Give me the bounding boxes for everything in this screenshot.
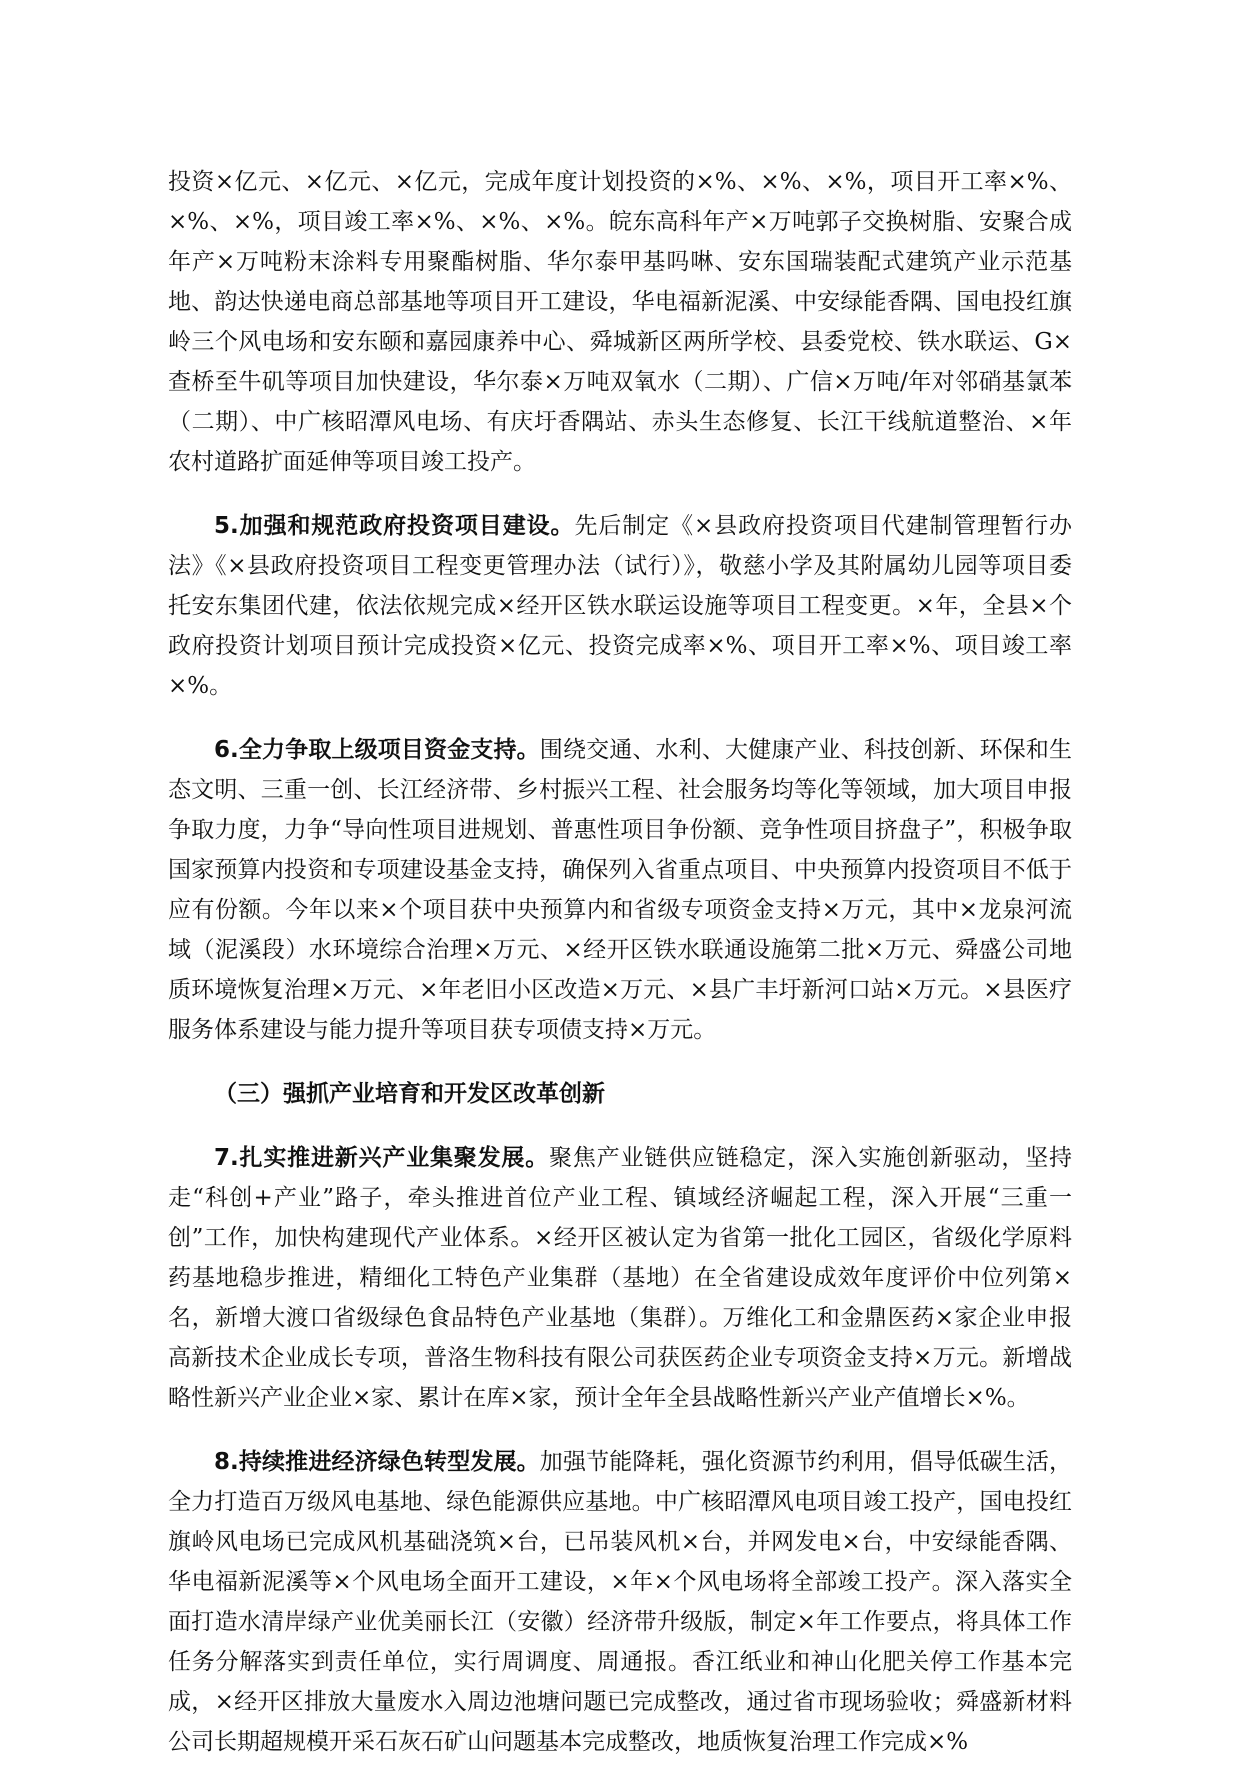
paragraph-text: 围绕交通、水利、大健康产业、科技创新、环保和生态文明、三重一创、长江经济带、乡村振兴工程、社会服务均等化等领域，加大项目申报争取力度，力争“导向性项目进规划、普惠性项目争份额、竞争性项目挤盘子”，积极争取国家预算内投资和专项建设基金支持，确保列入省重点项目、中央预算内投资项目不低于应有份额。今年以来×个项目获中央预算内和省级专项资金支持×万元，其中×龙泉河流域（泥溪段）水环境综合治理×万元、×经开区铁水联通设施第二批×万元、舜盛公司地质环境恢复治理×万元、×年老旧小区改造×万元、×县广丰圩新河口站×万元。×县医疗服务体系建设与能力提升等项目获专项债支持×万元。 [168, 737, 1073, 1043]
paragraph-funding-support [168, 730, 1072, 1050]
paragraph-lead: 8.持续推进经济绿色转型发展。 [214, 1449, 540, 1475]
paragraph-government-investment [168, 506, 1072, 706]
paragraph-emerging-industry [168, 1138, 1072, 1418]
paragraph-text: 投资×亿元、×亿元、×亿元，完成年度计划投资的×%、×%、×%，项目开工率×%、×%、×%，项目竣工率×%、×%、×%。皖东高科年产×万吨郭子交换树脂、安聚合成年产×万吨粉末涂料专用聚酯树脂、华尔泰甲基吗啉、安东国瑞装配式建筑产业示范基地、韵达快递电商总部基地等项目开工建设，华电福新泥溪、中安绿能香隅、国电投红旗岭三个风电场和安东颐和嘉园康养中心、舜城新区两所学校、县委党校、铁水联运、G×查桥至牛矶等项目加快建设，华尔泰×万吨双氧水（二期）、广信×万吨/年对邻硝基氯苯（二期）、中广核昭潭风电场、有庆圩香隅站、赤头生态修复、长江干线航道整治、×年农村道路扩面延伸等项目竣工投产。 [168, 169, 1072, 475]
paragraph-text: 聚焦产业链供应链稳定，深入实施创新驱动，坚持走“科创+产业”路子，牵头推进首位产业工程、镇域经济崛起工程，深入开展“三重一创”工作，加快构建现代产业体系。×经开区被认定为省第一批化工园区，省级化学原料药基地稳步推进，精细化工特色产业集群（基地）在全省建设成效年度评价中位列第×名，新增大渡口省级绿色食品特色产业基地（集群）。万维化工和金鼎医药×家企业申报高新技术企业成长专项，普洛生物科技有限公司获医药企业专项资金支持×万元。新增战略性新兴产业企业×家、累计在库×家，预计全年全县战略性新兴产业产值增长×%。 [168, 1145, 1072, 1411]
paragraph-lead: 7.扎实推进新兴产业集聚发展。 [214, 1145, 550, 1171]
paragraph-green-transition [168, 1442, 1072, 1762]
section-heading: （三）强抓产业培育和开发区改革创新 [214, 1081, 605, 1107]
paragraph-investment-summary [168, 162, 1072, 482]
paragraph-text: 先后制定《×县政府投资项目代建制管理暂行办法》《×县政府投资项目工程变更管理办法（试行）》，敬慈小学及其附属幼儿园等项目委托安东集团代建，依法依规完成×经开区铁水联运设施等项目工程变更。×年，全县×个政府投资计划项目预计完成投资×亿元、投资完成率×%、项目开工率×%、项目竣工率×%。 [168, 513, 1072, 699]
paragraph-text: 加强节能降耗，强化资源节约利用，倡导低碳生活，全力打造百万级风电基地、绿色能源供应基地。中广核昭潭风电项目竣工投产，国电投红旗岭风电场已完成风机基础浇筑×台，已吊装风机×台，并网发电×台，中安绿能香隅、华电福新泥溪等×个风电场全面开工建设，×年×个风电场将全部竣工投产。深入落实全面打造水清岸绿产业优美丽长江（安徽）经济带升级版，制定×年工作要点，将具体工作任务分解落实到责任单位，实行周调度、周通报。香江纸业和神山化肥关停工作基本完成，×经开区排放大量废水入周边池塘问题已完成整改，通过省市现场验收；舜盛新材料公司长期超规模开采石灰石矿山问题基本完成整改，地质恢复治理工作完成×% [168, 1449, 1073, 1755]
document-page [168, 162, 1072, 1786]
paragraph-lead: 5.加强和规范政府投资项目建设。 [214, 513, 575, 539]
paragraph-lead: 6.全力争取上级项目资金支持。 [214, 737, 540, 763]
